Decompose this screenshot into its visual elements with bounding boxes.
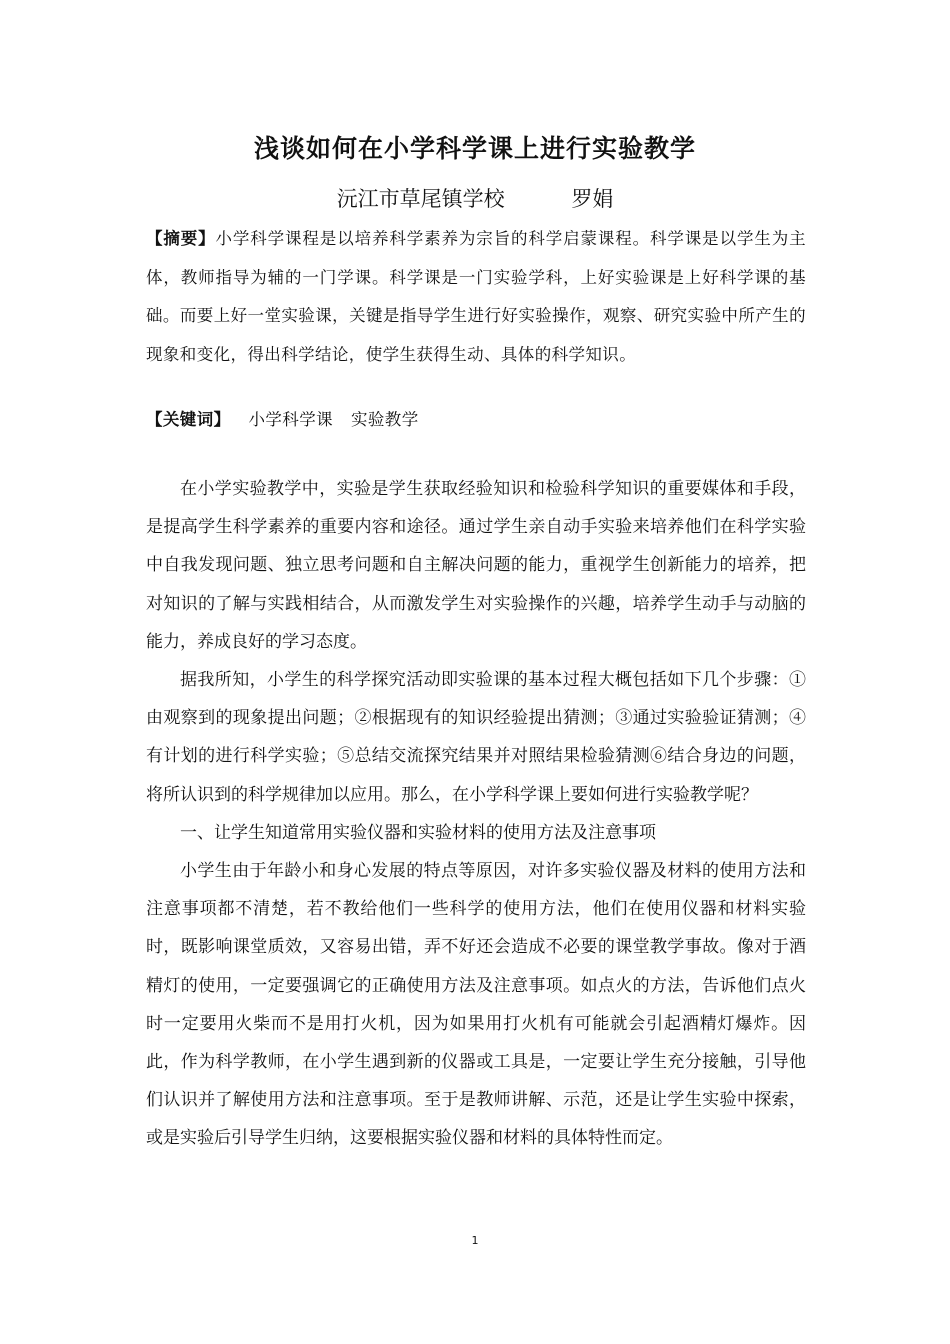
author-name: 罗娟 (571, 187, 614, 211)
school-name: 沅江市草尾镇学校 (336, 187, 505, 211)
body-text (146, 470, 806, 1158)
abstract-label: 【摘要】 (146, 229, 216, 248)
body-paragraph: 据我所知，小学生的科学探究活动即实验课的基本过程大概包括如下几个步骤：①由观察到的现象提出问题；②根据现有的知识经验提出猜测；③通过实验验证猜测；④有计划的进行科学实验；⑤总结交流探究结果并对照结果检验猜测⑥结合身边的问题，将所认识到的科学规律加以应用。那么，在小学科学课上要如何进行实验教学呢？ (146, 670, 806, 805)
keyword-item: 小学科学课 (248, 410, 333, 429)
page-number: 1 (471, 1234, 479, 1247)
keyword-item: 实验教学 (351, 410, 419, 429)
keywords (146, 402, 806, 438)
abstract (146, 220, 806, 374)
section-heading: 一、让学生知道常用实验仪器和实验材料的使用方法及注意事项 (180, 822, 656, 843)
body-paragraph: 在小学实验教学中，实验是学生获取经验知识和检验科学知识的重要媒体和手段，是提高学生科学素养的重要内容和途径。通过学生亲自动手实验来培养他们在科学实验中自我发现问题、独立思考问题和自主解决问题的能力，重视学生创新能力的培养，把对知识的了解与实践相结合，从而激发学生对实验操作的兴趣，培养学生动手与动脑的能力，养成良好的学习态度。 (146, 479, 806, 652)
author-line (0, 182, 950, 216)
page-title: 浅谈如何在小学科学课上进行实验教学 (253, 134, 696, 163)
abstract-text: 小学科学课程是以培养科学素养为宗旨的科学启蒙课程。科学课是以学生为主体，教师指导为辅的一门学课。科学课是一门实验学科，上好实验课是上好科学课的基础。而要上好一堂实验课，关键是指导学生进行好实验操作，观察、研究实验中所产生的现象和变化，得出科学结论，使学生获得生动、具体的科学知识。 (146, 229, 806, 364)
body-paragraph: 小学生由于年龄小和身心发展的特点等原因，对许多实验仪器及材料的使用方法和注意事项都不清楚，若不教给他们一些科学的使用方法，他们在使用仪器和材料实验时，既影响课堂质效，又容易出错，弄不好还会造成不必要的课堂教学事故。像对于酒精灯的使用，一定要强调它的正确使用方法及注意事项。如点火的方法，告诉他们点火时一定要用火柴而不是用打火机，因为如果用打火机有可能就会引起酒精灯爆炸。因此，作为科学教师，在小学生遇到新的仪器或工具是，一定要让学生充分接触，引导他们认识并了解使用方法和注意事项。至于是教师讲解、示范，还是让学生实验中探索，或是实验后引导学生归纳，这要根据实验仪器和材料的具体特性而定。 (146, 861, 806, 1149)
keywords-label: 【关键词】 (146, 410, 231, 429)
